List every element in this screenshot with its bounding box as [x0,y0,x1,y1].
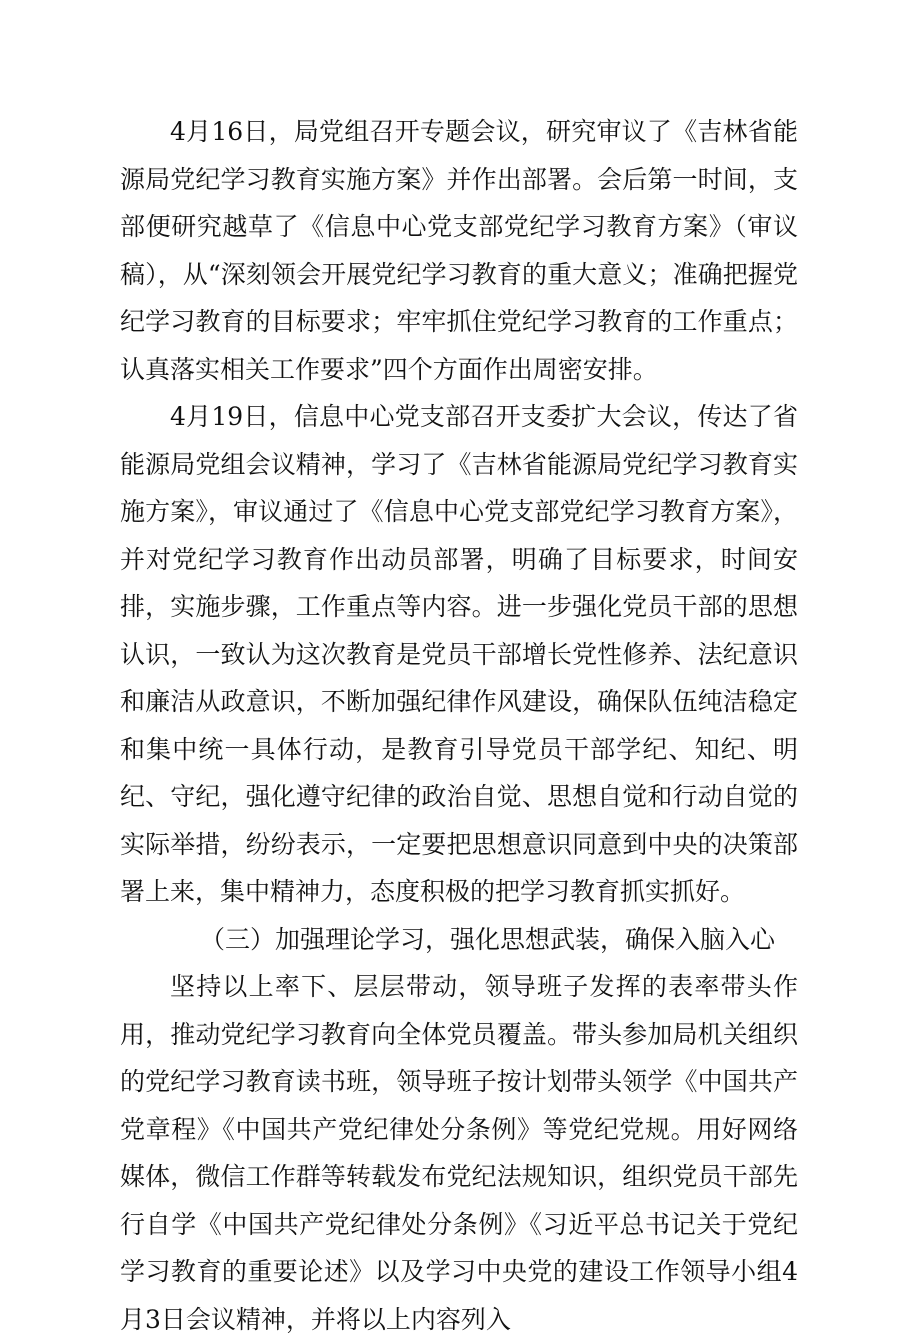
paragraph-april-19: 4月19日，信息中心党支部召开支委扩大会议，传达了省能源局党组会议精神，学习了《吉林省能源局党纪学习教育实施方案》，审议通过了《信息中心党支部党纪学习教育方案》，并对党纪学习教育作出动员部署，明确了目标要求，时间安排，实施步骤，工作重点等内容。进一步强化党员干部的思想认识，一致认为这次教育是党员干部增长党性修养、法纪意识和廉洁从政意识，不断加强纪律作风建设，确保队伍纯洁稳定和集中统一具体行动，是教育引导党员干部学纪、知纪、明纪、守纪，强化遵守纪律的政治自觉、思想自觉和行动自觉的实际举措，纷纷表示，一定要把思想意识同意到中央的决策部署上来，集中精神力，态度积极的把学习教育抓实抓好。 [120,402,798,906]
section-heading: （三）加强理论学习，强化思想武装，确保入脑入心 [200,924,776,954]
paragraph-theory-study: 坚持以上率下、层层带动，领导班子发挥的表率带头作用，推动党纪学习教育向全体党员覆盖。带头参加局机关组织的党纪学习教育读书班，领导班子按计划带头领学《中国共产党章程》《中国共产党纪律处分条例》等党纪党规。用好网络媒体，微信工作群等转载发布党纪法规知识，组织党员干部先行自学《中国共产党纪律处分条例》《习近平总书记关于党纪学习教育的重要论述》以及学习中央党的建设工作领导小组4月3日会议精神，并将以上内容列入 [120,972,798,1334]
document-body [120,108,798,1343]
paragraph-april-16: 4月16日，局党组召开专题会议，研究审议了《吉林省能源局党纪学习教育实施方案》并作出部署。会后第一时间，支部便研究越草了《信息中心党支部党纪学习教育方案》（审议稿），从“深刻领会开展党纪学习教育的重大意义；准确把握党纪学习教育的目标要求；牢牢抓住党纪学习教育的工作重点；认真落实相关工作要求”四个方面作出周密安排。 [120,117,798,384]
